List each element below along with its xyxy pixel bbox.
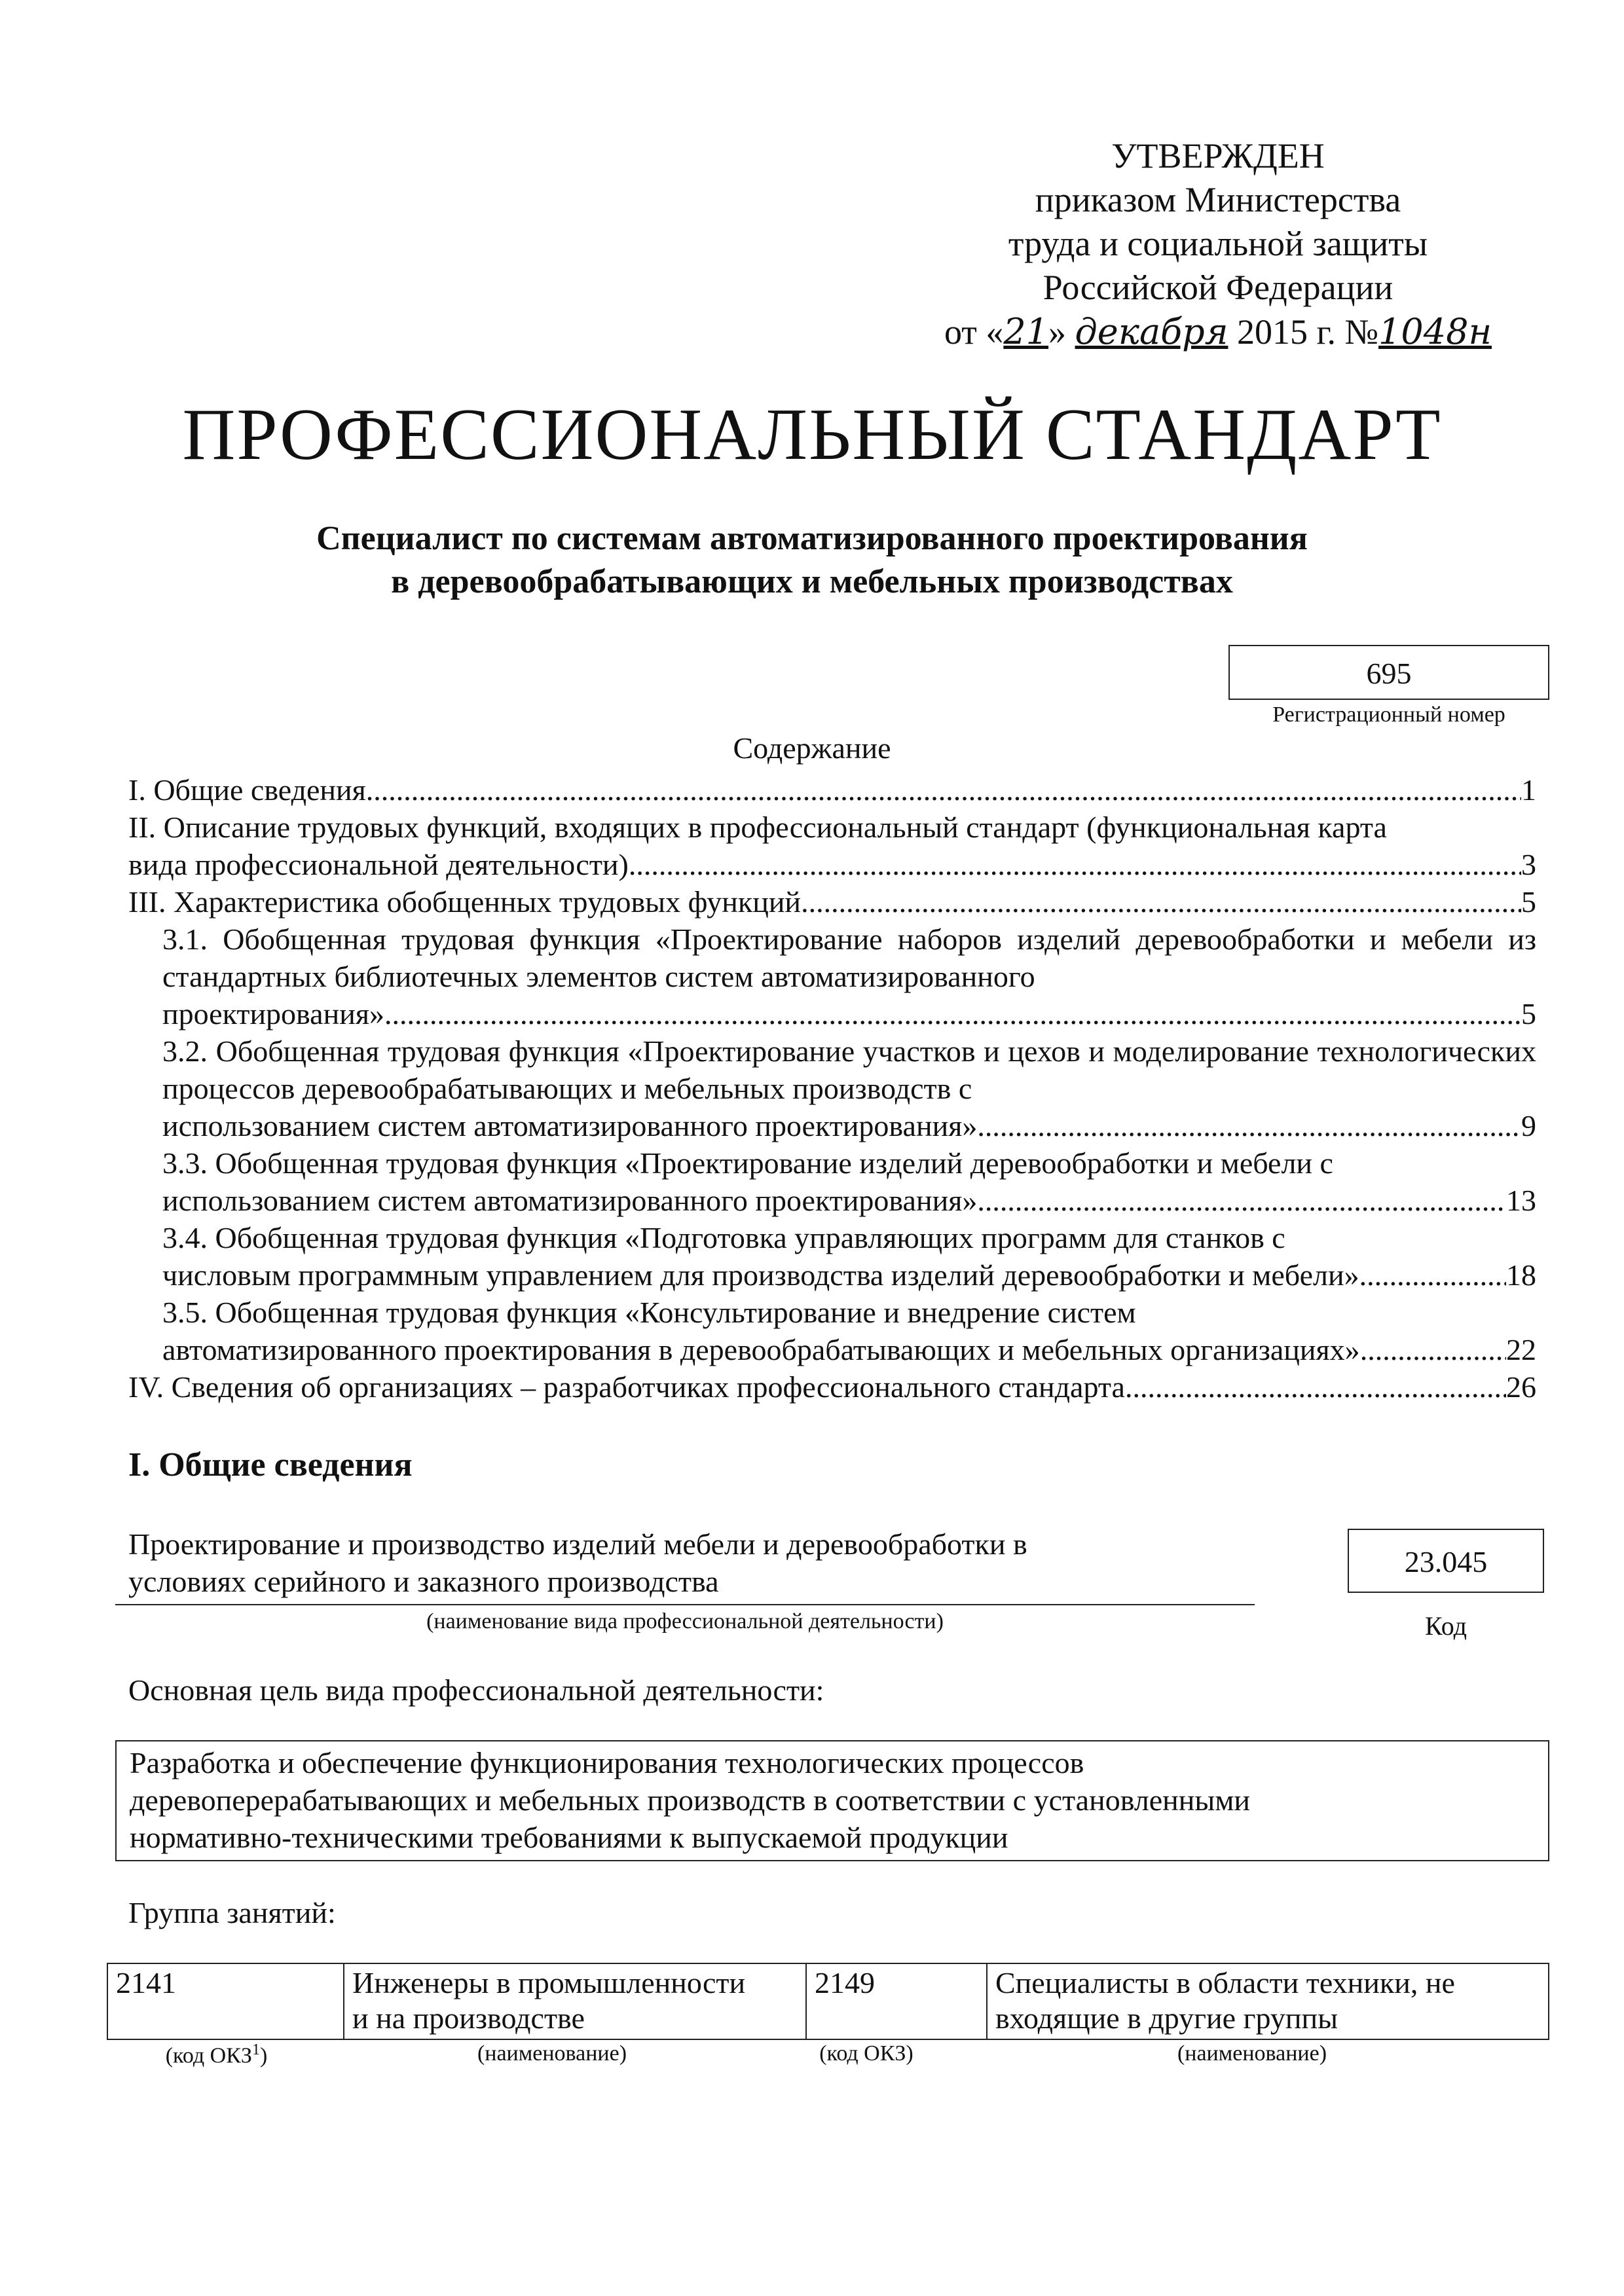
caption-code-okz-close: ) [259,2043,268,2068]
toc-item-title-lead: II. Описание трудовых функций, входящих в профессиональный стандарт (функциональная карта [128,811,1387,844]
activity-caption: (наименование вида профессиональной деятельности) [426,1609,944,1633]
occupation-name-cell [344,1963,806,2039]
section-heading: I. Общие сведения [128,1446,413,1484]
occupation-code-cell [806,1963,987,2039]
approval-line-2: приказом Министерства [1035,180,1401,219]
toc-leader-dots [801,883,1521,920]
toc-leader-dots [977,1182,1506,1219]
registration-number-label: Регистрационный номер [1272,702,1505,727]
document-title: ПРОФЕССИОНАЛЬНЫЙ СТАНДАРТ [182,394,1442,475]
caption-name-1: (наименование) [477,2041,627,2066]
toc-item-title: числовым программным управлением для производства изделий деревообработки и мебели» [162,1258,1359,1292]
goal-label: Основная цель вида профессиональной деятельности: [128,1673,824,1707]
toc-item[interactable] [128,883,1536,920]
toc-item-title-lead: 3.4. Обобщенная трудовая функция «Подготовка управляющих программ для станков с [162,1221,1285,1254]
toc-item-title: I. Общие сведения [128,773,366,807]
toc-item-page: 13 [1506,1184,1536,1217]
toc-item-page: 3 [1521,848,1536,881]
toc-leader-dots [1125,1368,1506,1406]
date-month-handwritten: декабря [1075,311,1228,352]
occupation-code: 2149 [815,1966,875,1999]
toc-item-title: проектирования» [162,997,384,1030]
caption-name-2: (наименование) [1177,2041,1327,2066]
toc-item-title: IV. Сведения об организациях – разработчиках профессионального стандарта [128,1370,1125,1404]
toc-item-page: 18 [1506,1258,1536,1292]
subtitle-line-2: в деревообрабатывающих и мебельных производствах [391,563,1233,600]
toc-item[interactable] [128,1144,1536,1219]
toc-item-title-lead: 3.5. Обобщенная трудовая функция «Консультирование и внедрение систем [162,1296,1136,1329]
activity-line-2: условиях серийного и заказного производства [128,1565,719,1598]
activity-underline [115,1604,1255,1605]
goal-line-2: деревоперерабатывающих и мебельных производств в соответствии с установленными [130,1783,1251,1817]
occupation-name-line-2: и на производстве [352,2001,585,2035]
toc-item-title: использованием систем автоматизированного проектирования» [162,1184,978,1217]
activity-name [128,1525,1242,1600]
toc-item-title-lead: 3.1. Обобщенная трудовая функция «Проектирование наборов изделий деревообработки и мебели из стандартных библиотечных элементов систем автоматизированного [162,922,1536,993]
toc-item[interactable] [128,1032,1536,1144]
approval-block [904,134,1532,354]
toc-item-page: 26 [1506,1370,1536,1404]
goal-line-3: нормативно-техническими требованиями к выпускаемой продукции [130,1821,1008,1854]
footnote-marker: 1 [251,2041,260,2058]
toc-item-title: III. Характеристика обобщенных трудовых функций [128,885,802,919]
occupation-name-line-1: Специалисты в области техники, не [995,1966,1455,1999]
caption-code-okz-text: (код ОКЗ [165,2043,252,2068]
order-number-handwritten: 1048н [1378,311,1492,352]
toc-leader-dots [629,846,1521,883]
toc-item[interactable] [128,920,1536,1032]
occupation-name-line-1: Инженеры в промышленности [352,1966,746,1999]
occupation-code-cell [107,1963,344,2039]
date-mid: » [1048,312,1075,352]
toc-leader-dots [384,995,1521,1032]
date-day-handwritten: 21 [1003,311,1049,352]
approval-line-3: труда и социальной защиты [1008,224,1428,263]
toc-item-title-lead: 3.3. Обобщенная трудовая функция «Проектирование изделий деревообработки и мебели с [162,1146,1333,1180]
occupation-name-cell [987,1963,1549,2039]
toc-item-title-lead: 3.2. Обобщенная трудовая функция «Проектирование участков и цехов и моделирование технологических процессов деревообрабатывающих и мебельных производств с [162,1034,1536,1105]
toc-item-title: вида профессиональной деятельности) [128,848,629,881]
toc-item-page: 9 [1521,1109,1536,1142]
caption-code-okz-2: (код ОКЗ) [819,2041,913,2066]
toc-item[interactable] [128,1368,1536,1406]
caption-code-okz-1 [107,2041,326,2068]
activity-code-box: 23.045 [1348,1529,1544,1593]
goal-line-1: Разработка и обеспечение функционирования технологических процессов [130,1746,1084,1779]
toc-leader-dots [1360,1331,1506,1368]
toc-item-title: использованием систем автоматизированного проектирования» [162,1109,978,1142]
toc-item[interactable] [128,1219,1536,1294]
toc-leader-dots [366,771,1521,809]
table-row [107,1963,1549,2039]
occupation-code: 2141 [116,1966,176,1999]
toc-heading: Содержание [733,731,891,765]
toc-item[interactable] [128,809,1536,883]
toc-item-title: автоматизированного проектирования в деревообрабатывающих и мебельных организациях» [162,1333,1360,1366]
occupation-group-label: Группа занятий: [128,1896,336,1929]
registration-number-box: 695 [1228,645,1549,700]
approval-line-4: Российской Федерации [1043,268,1393,307]
document-subtitle [0,517,1624,604]
toc-item-page: 5 [1521,997,1536,1030]
occupation-table [107,1963,1549,2040]
approval-date-line [904,310,1532,354]
occupation-name-line-2: входящие в другие группы [995,2001,1338,2035]
approval-line-1: УТВЕРЖДЕН [1111,136,1325,175]
activity-code-caption: Код [1425,1611,1467,1641]
date-prefix: от « [944,312,1004,352]
toc-leader-dots [977,1107,1521,1144]
toc-item[interactable] [128,1294,1536,1368]
date-year: 2015 г. № [1228,312,1379,352]
toc-item-page: 22 [1506,1333,1536,1366]
goal-box [115,1740,1549,1861]
activity-line-1: Проектирование и производство изделий мебели и деревообработки в [128,1527,1027,1561]
toc-item[interactable] [128,771,1536,809]
toc-item-page: 5 [1521,885,1536,919]
toc-leader-dots [1359,1256,1506,1294]
table-of-contents [128,771,1536,1406]
subtitle-line-1: Специалист по системам автоматизированного проектирования [316,520,1308,557]
toc-item-page: 1 [1521,773,1536,807]
